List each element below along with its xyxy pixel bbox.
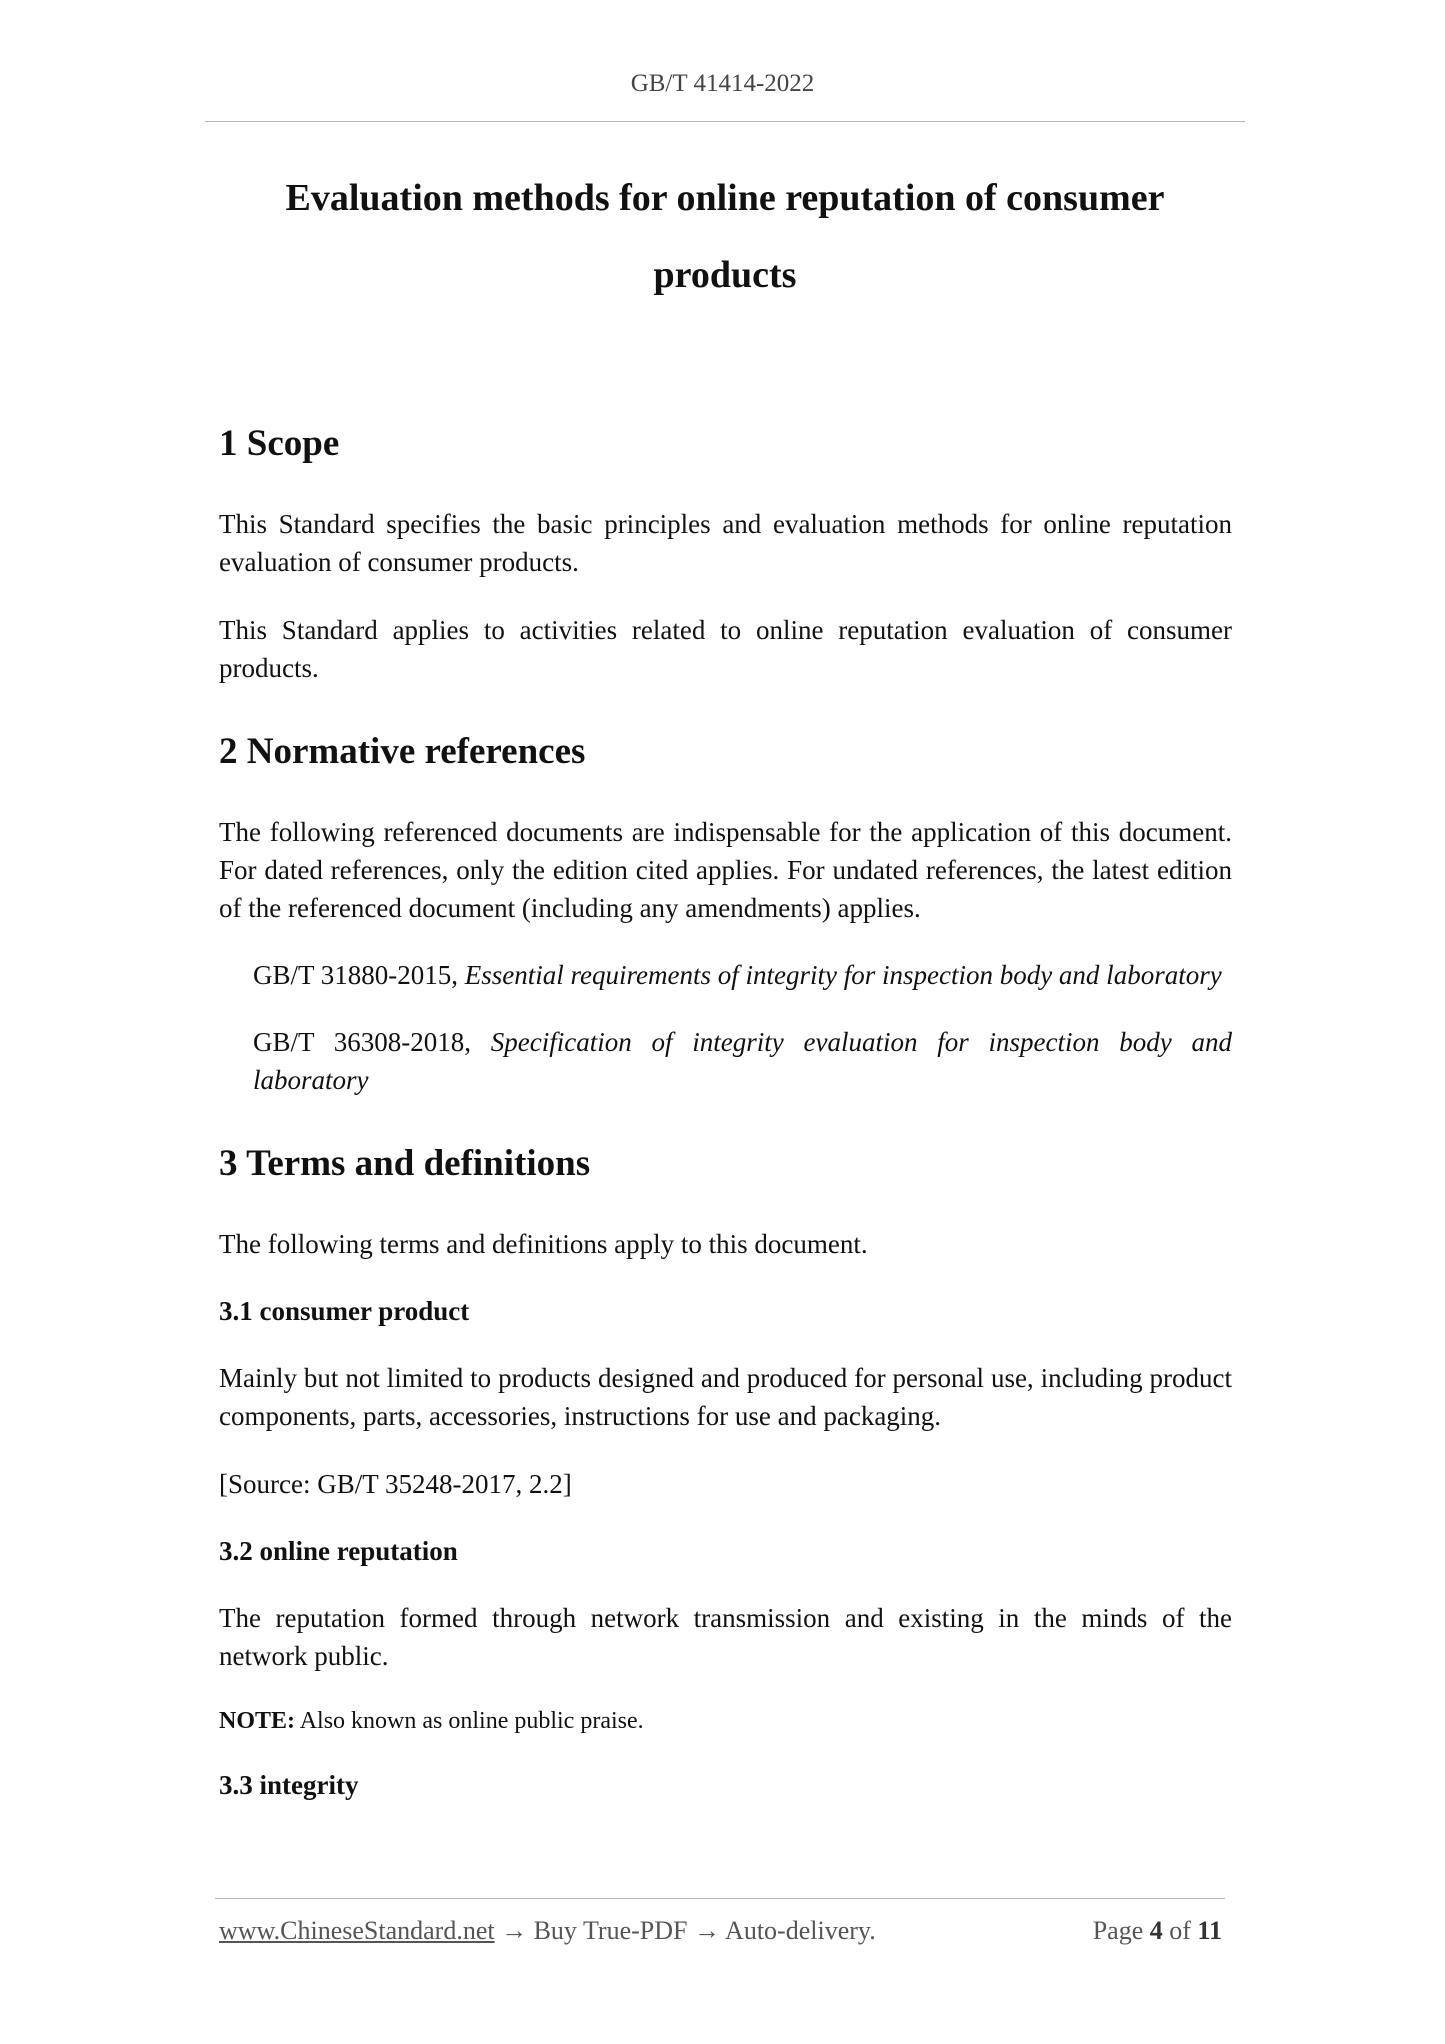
total-pages: 11 xyxy=(1197,1916,1222,1945)
reference-code: GB/T 31880-2015, xyxy=(253,960,465,990)
reference-title: Essential requirements of integrity for inspection body and laboratory xyxy=(464,960,1222,990)
term-note xyxy=(219,1705,1232,1737)
reference-item xyxy=(219,1023,1232,1099)
reference-item xyxy=(219,956,1232,994)
title-line-1: Evaluation methods for online reputation of consumer xyxy=(285,177,1165,219)
section-scope-heading: 1 Scope xyxy=(219,423,340,464)
reference-title: Specification of integrity evaluation for inspection body and laboratory xyxy=(253,1027,1232,1095)
terms-intro: The following terms and definitions apply to this document. xyxy=(219,1229,868,1259)
note-text: Also known as online public praise. xyxy=(295,1708,644,1734)
current-page: 4 xyxy=(1149,1916,1163,1945)
site-link[interactable]: www.ChineseStandard.net xyxy=(219,1916,495,1945)
document-title xyxy=(205,160,1245,314)
term-source: [Source: GB/T 35248-2017, 2.2] xyxy=(219,1469,572,1499)
scope-paragraph-1: This Standard specifies the basic principles and evaluation methods for online reputation evaluation of consumer products. xyxy=(219,509,1232,577)
header-divider xyxy=(205,121,1245,122)
page-number: Page 4 of 11 xyxy=(1092,1916,1222,1945)
note-label: NOTE: xyxy=(219,1708,296,1734)
scope-paragraph-2: This Standard applies to activities related to online reputation evaluation of consumer products. xyxy=(219,615,1232,683)
section-terms-heading: 3 Terms and definitions xyxy=(219,1143,591,1184)
term-heading: 3.2 online reputation xyxy=(219,1536,458,1566)
title-line-2: products xyxy=(653,254,797,296)
reference-code: GB/T 36308-2018, xyxy=(253,1027,491,1057)
term-heading: 3.1 consumer product xyxy=(219,1296,470,1326)
page-footer xyxy=(219,1916,1222,1946)
promo-text: → Buy True-PDF → Auto-delivery. xyxy=(494,1916,876,1945)
footer-divider xyxy=(215,1898,1225,1899)
term-definition: Mainly but not limited to products designed and produced for personal use, including product components, parts, accessories, instructions for use and packaging. xyxy=(219,1363,1232,1431)
running-header: GB/T 41414-2022 xyxy=(630,70,815,97)
normative-paragraph: The following referenced documents are indispensable for the application of this document. For dated references, only the edition cited applies. For undated references, the latest edition of the referenced document (including any amendments) applies. xyxy=(219,817,1232,923)
document-body xyxy=(219,420,1232,1803)
section-normative-heading: 2 Normative references xyxy=(219,731,586,772)
footer-promo xyxy=(219,1916,876,1946)
term-definition: The reputation formed through network transmission and existing in the minds of the network public. xyxy=(219,1603,1232,1671)
term-heading: 3.3 integrity xyxy=(219,1770,359,1800)
